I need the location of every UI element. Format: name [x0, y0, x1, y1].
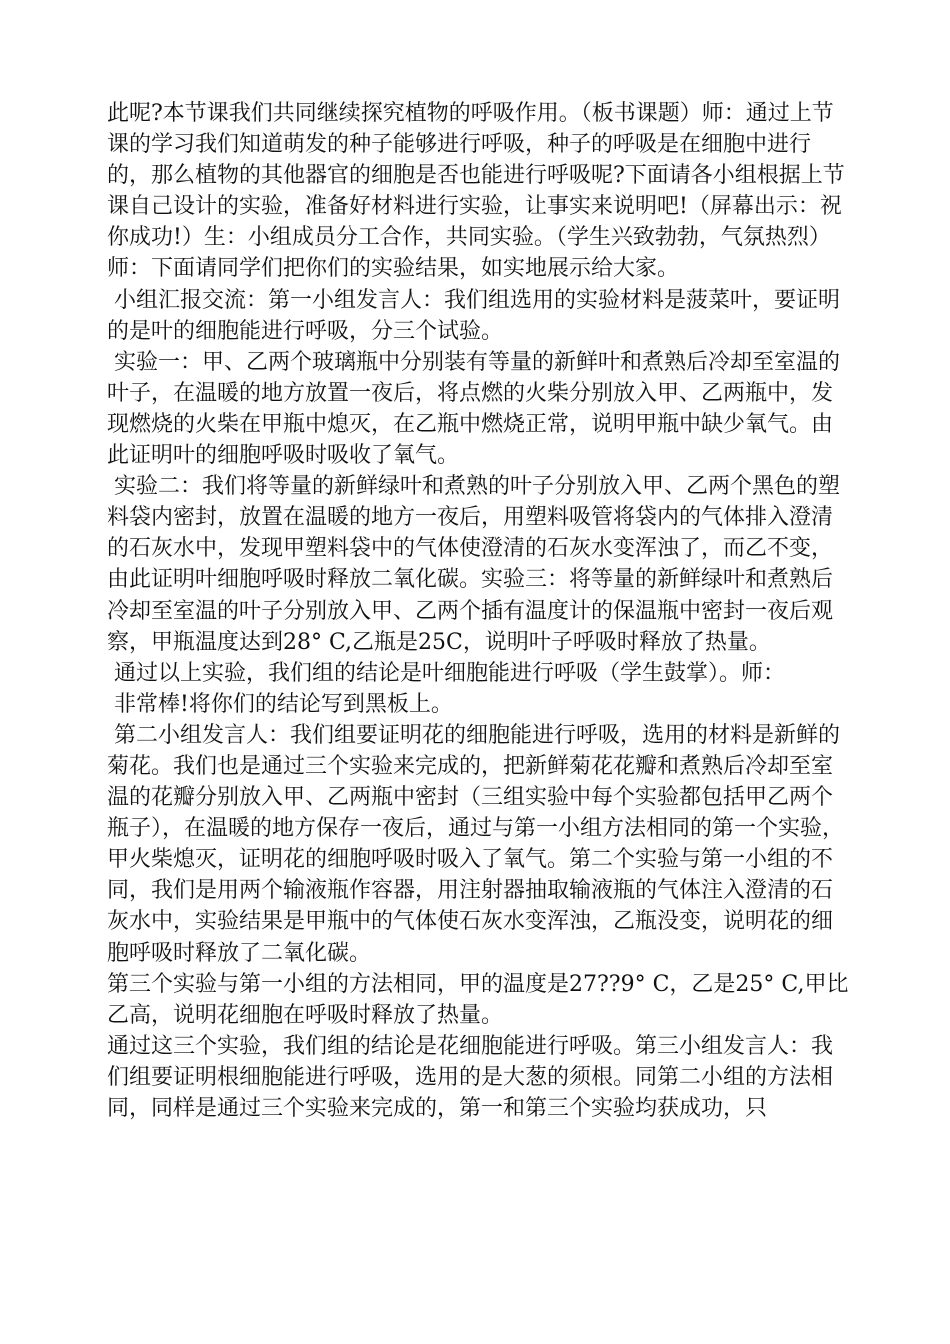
document-body — [107, 98, 852, 1124]
paragraph-experiment-two-three: 实验二：我们将等量的新鲜绿叶和煮熟的叶子分别放入甲、乙两个黑色的塑料袋内密封，放置在温暖的地方一夜后，用塑料吸管将袋内的气体排入澄清的石灰水中，发现甲塑料袋中的气体使澄清的石灰水变浑浊了，而乙不变，由此证明叶细胞呼吸时释放二氧化碳。实验三：将等量的新鲜绿叶和煮熟后冷却至室温的叶子分别放入甲、乙两个插有温度计的保温瓶中密封一夜后观察，甲瓶温度达到28° C,乙瓶是25C，说明叶子呼吸时释放了热量。 — [107, 474, 841, 655]
paragraph-group-two-experiment-three: 第三个实验与第一小组的方法相同，甲的温度是27??9° C，乙是25° C,甲比乙高，说明花细胞在呼吸时释放了热量。 — [107, 971, 849, 1028]
paragraph-group-one-conclusion: 通过以上实验，我们组的结论是叶细胞能进行呼吸（学生鼓掌）。师： — [107, 660, 786, 686]
paragraph-teacher-praise: 非常棒!将你们的结论写到黑板上。 — [107, 691, 453, 717]
paragraph-group-two-report: 第二小组发言人：我们组要证明花的细胞能进行呼吸，选用的材料是新鲜的菊花。我们也是通过三个实验来完成的，把新鲜菊花花瓣和煮熟后冷却至室温的花瓣分别放入甲、乙两瓶中密封（三组实验中每个实验都包括甲乙两个瓶子），在温暖的地方保存一夜后，通过与第一小组方法相同的第一个实验，甲火柴熄灭，证明花的细胞呼吸时吸入了氧气。第二个实验与第一小组的不同，我们是用两个输液瓶作容器，用注射器抽取输液瓶的气体注入澄清的石灰水中，实验结果是甲瓶中的气体使石灰水变浑浊，乙瓶没变，说明花的细胞呼吸时释放了二氧化碳。 — [107, 722, 845, 966]
paragraph-group-report: 小组汇报交流：第一小组发言人：我们组选用的实验材料是菠菜叶，要证明的是叶的细胞能进行呼吸，分三个试验。 — [107, 287, 841, 344]
paragraph-experiment-one: 实验一：甲、乙两个玻璃瓶中分别装有等量的新鲜叶和煮熟后冷却至室温的叶子，在温暖的地方放置一夜后，将点燃的火柴分别放入甲、乙两瓶中，发现燃烧的火柴在甲瓶中熄灭，在乙瓶中燃烧正常，说明甲瓶中缺少氧气。由此证明叶的细胞呼吸时吸收了氧气。 — [107, 349, 841, 469]
paragraph-intro: 此呢?本节课我们共同继续探究植物的呼吸作用。（板书课题）师：通过上节课的学习我们知道萌发的种子能够进行呼吸，种子的呼吸是在细胞中进行的，那么植物的其他器官的细胞是否也能进行呼吸呢?下面请各小组根据上节课自己设计的实验，准备好材料进行实验，让事实来说明吧!（屏幕出示：祝你成功!）生：小组成员分工合作，共同实验。（学生兴致勃勃，气氛热烈）师：下面请同学们把你们的实验结果，如实地展示给大家。 — [107, 101, 845, 282]
paragraph-group-two-conclusion: 通过这三个实验，我们组的结论是花细胞能进行呼吸。第三小组发言人：我们组要证明根细胞能进行呼吸，选用的是大葱的须根。同第二小组的方法相同，同样是通过三个实验来完成的，第一和第三个实验均获成功，只 — [107, 1033, 834, 1121]
